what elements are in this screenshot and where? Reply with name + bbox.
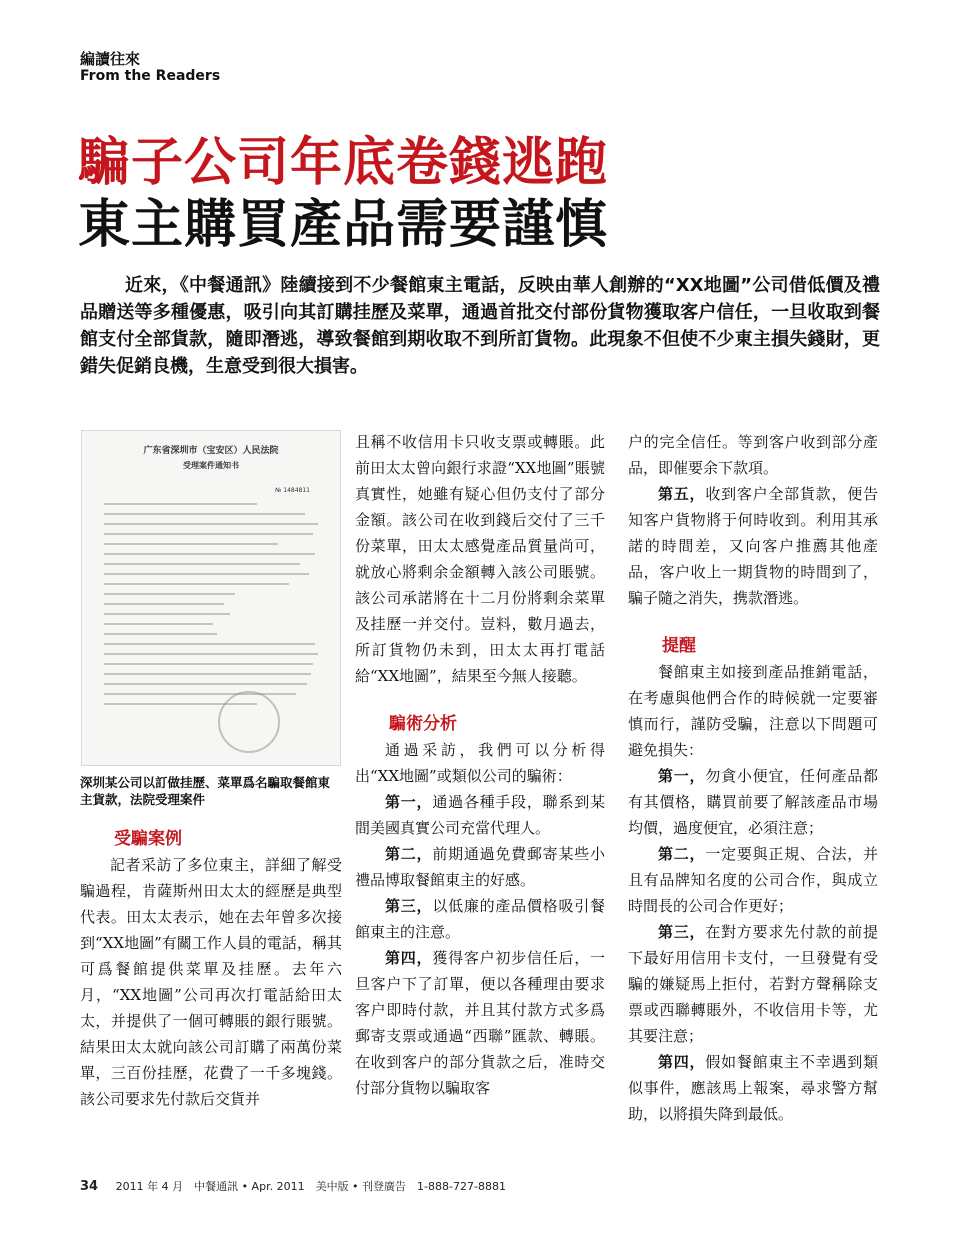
col1-paragraph: 記者采訪了多位東主，詳細了解受騙過程，肯薩斯州田太太的經歷是典型代表。田太太表示，她在去年曾多次接到“XX地圖”有關工作人員的電話，稱其可爲餐館提供菜單及挂歷。去年六月，“XX地圖”公司再次打電話給田太太，并提供了一個可轉賬的銀行賬號。結果田太太就向該公司訂購了兩萬份菜單，三百份挂歷，花費了一千多塊錢。該公司要求先付款后交貨并	[80, 856, 342, 1108]
court-name: 广东省深圳市（宝安区）人民法院	[143, 446, 279, 456]
lead-paragraph	[80, 272, 880, 380]
col3-paragraph-1: 户的完全信任。等到客户收到部分產品，即催要余下款項。	[628, 433, 878, 477]
column-3	[628, 429, 878, 1127]
heading-fraud-analysis: 騙術分析	[389, 714, 457, 734]
col2-paragraph-2: 通過采訪，我們可以分析得出“XX地圖”或類似公司的騙術：	[355, 741, 605, 785]
col2-paragraph-1: 且稱不收信用卡只收支票或轉賬。此前田太太曾向銀行求證“XX地圖”賬號真實性，她雖有疑心但仍支付了部分金額。該公司在收到錢后交付了三千份菜單，田太太感覺產品質量尚可，就放心將剩余金額轉入該公司賬號。該公司承諾將在十二月份將剩余菜單及挂歷一并交付。豈料，數月過去，所訂貨物仍未到，田太太再打電話給“XX地圖”，結果至今無人接聽。	[355, 433, 605, 685]
notice-body-lines	[104, 503, 322, 713]
reminder-item-1: 第一，勿貪小便宜，任何產品都有其價格，購買前要了解該產品市場均價，過度便宜，必須注意；	[628, 767, 878, 837]
lead-text: 近來，《中餐通訊》陸續接到不少餐館東主電話，反映由華人創辦的“XX地圖”公司借低價及禮品贈送等多種優惠，吸引向其訂購挂歷及菜單，通過首批交付部份貨物獲取客户信任，一旦收取到餐館支付全部貨款，隨即潛逃，導致餐館到期收取不到所訂貨物。此現象不但使不少東主損失錢財，更錯失促銷良機，生意受到很大損害。	[80, 275, 880, 377]
analysis-item-3: 第三，以低廉的產品價格吸引餐館東主的注意。	[355, 897, 605, 941]
analysis-item-4: 第四，獲得客户初步信任后，一旦客户下了訂單，便以各種理由要求客户即時付款，并且其付款方式多爲郵寄支票或通過“西聯”匯款、轉賬。在收到客户的部分貨款之后，准時交付部分貨物以騙取客	[355, 949, 605, 1097]
analysis-item-1: 第一，通過各種手段，聯系到某間美國真實公司充當代理人。	[355, 793, 605, 837]
section-label	[80, 50, 220, 85]
title-line-1: 騙子公司年底卷錢逃跑	[78, 132, 609, 193]
section-label-zh: 編讀往來	[80, 50, 141, 68]
title-line-2: 東主購買產品需要謹慎	[78, 194, 609, 255]
section-label-en: From the Readers	[80, 68, 221, 84]
reminder-item-4: 第四，假如餐館東主不幸遇到類似事件，應該馬上報案，尋求警方幫助，以將損失降到最低。	[628, 1053, 878, 1123]
column-1	[80, 826, 342, 1112]
footer-text: 2011 年 4 月 中餐通訊 • Apr. 2011 美中版 • 刊登廣告 1-888-727-8881	[115, 1180, 506, 1193]
analysis-item-2: 第二，前期通過免費郵寄某些小禮品博取餐館東主的好感。	[355, 845, 605, 889]
page-number: 34	[80, 1179, 99, 1194]
col3-paragraph-2: 餐館東主如接到產品推銷電話，在考慮與他們合作的時候就一定要審慎而行，謹防受騙，注意以下問題可避免損失：	[628, 663, 878, 759]
notice-serial: № 1484811	[275, 487, 310, 494]
reminder-item-2: 第二，一定要與正規、合法，并且有品牌知名度的公司合作，與成立時間長的公司合作更好；	[628, 845, 878, 915]
court-notice-image	[81, 430, 341, 766]
heading-fraud-case: 受騙案例	[114, 829, 182, 849]
column-2	[355, 429, 605, 1101]
reminder-item-3: 第三，在對方要求先付款的前提下最好用信用卡支付，一旦發覺有受騙的嫌疑馬上拒付，若對方聲稱除支票或西聯轉賬外，不收信用卡等，尤其要注意；	[628, 923, 878, 1045]
analysis-item-5: 第五，收到客户全部貨款，便告知客户貨物將于何時收到。利用其承諾的時間差，又向客户推薦其他產品，客户收上一期貨物的時間到了，騙子隨之消失，携款潛逃。	[628, 485, 878, 607]
notice-title: 受理案件通知书	[183, 461, 239, 470]
court-notice-figure	[80, 430, 342, 768]
article-title	[78, 132, 608, 256]
page-footer	[80, 1178, 506, 1194]
court-seal	[218, 691, 280, 753]
figure-caption: 深圳某公司以訂做挂歷、菜單爲名騙取餐館東主貨款，法院受理案件	[80, 775, 331, 807]
heading-reminder: 提醒	[662, 636, 696, 656]
